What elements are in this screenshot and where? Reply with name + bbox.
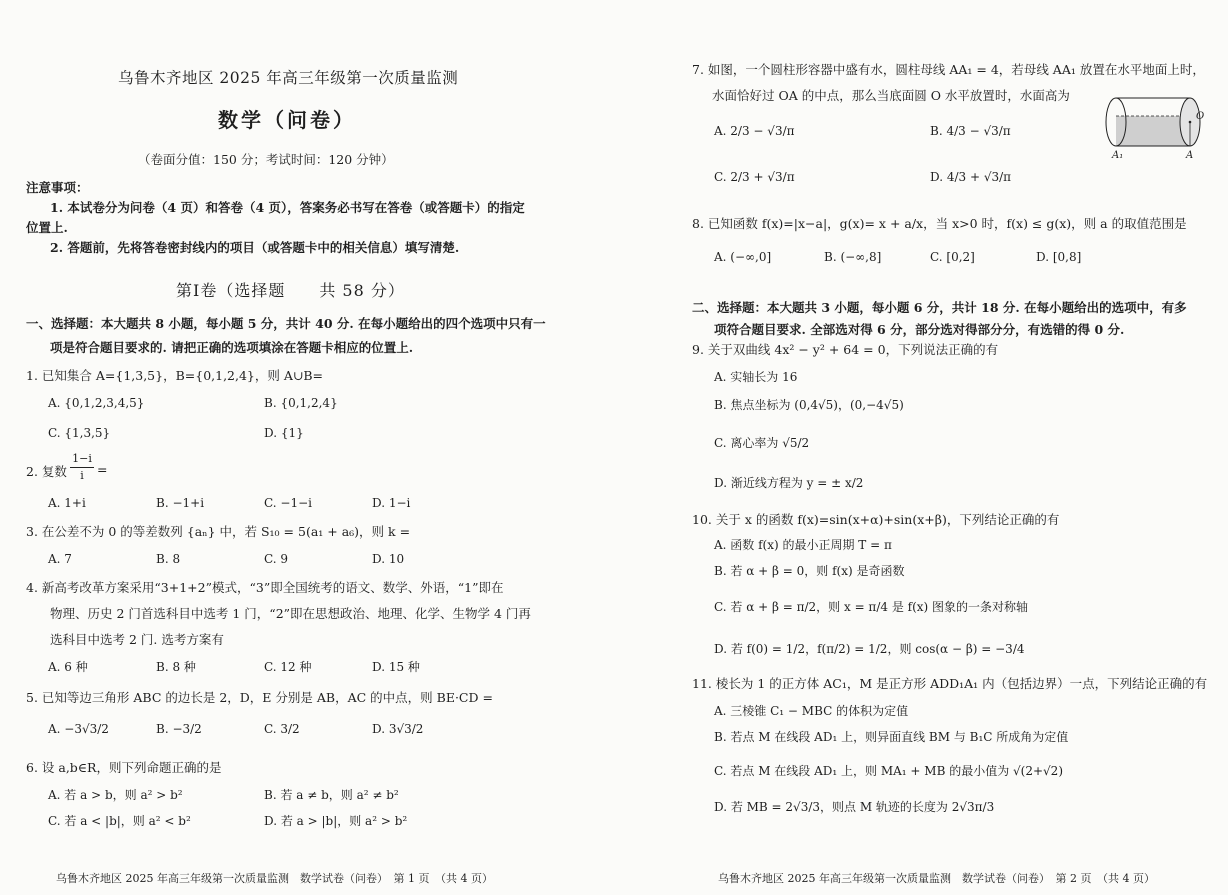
q9-option-b: B. 焦点坐标为 (0,4√5)，(0,−4√5) xyxy=(714,398,904,412)
page-2 xyxy=(614,0,1228,895)
question-11: 11. 棱长为 1 的正方体 AC₁，M 是正方形 ADD₁A₁ 内（包括边界）一点，下列结论正确的有 xyxy=(692,676,1208,691)
page-2-footer: 乌鲁木齐地区 2025 年高三年级第一次质量监测 数学试卷（问卷） 第 2 页 （共 4 页） xyxy=(718,872,1155,885)
q11-option-c: C. 若点 M 在线段 AD₁ 上，则 MA₁ + MB 的最小值为 √(2+√2) xyxy=(714,764,1064,778)
q7-option-a: A. 2/3 − √3/π xyxy=(714,124,795,138)
q8-option-c: C. [0,2] xyxy=(930,250,975,264)
q4-option-b: B. 8 种 xyxy=(156,660,196,674)
notice-1-line-1: 1. 本试卷分为问卷（4 页）和答卷（4 页），答案务必书写在答卷（或答题卡）的指定 xyxy=(50,200,525,215)
notice-2: 2. 答题前，先将答卷密封线内的项目（或答题卡中的相关信息）填写清楚. xyxy=(50,240,460,255)
q10-option-b: B. 若 α + β = 0，则 f(x) 是奇函数 xyxy=(714,564,905,578)
notice-1-line-2: 位置上. xyxy=(26,220,68,235)
question-2-numerator: 1−i xyxy=(72,452,92,465)
part-1-instruction-line-2: 项是符合题目要求的. 请把正确的选项填涂在答题卡相应的位置上. xyxy=(50,340,414,355)
q6-option-d: D. 若 a > |b|，则 a² > b² xyxy=(264,814,408,828)
q2-option-c: C. −1−i xyxy=(264,496,312,510)
q2-option-a: A. 1+i xyxy=(48,496,86,510)
question-2-fraction-bar xyxy=(70,467,94,468)
q11-option-d: D. 若 MB = 2√3/3，则点 M 轨迹的长度为 2√3π/3 xyxy=(714,800,995,814)
q1-option-d: D. {1} xyxy=(264,426,304,440)
q11-option-b: B. 若点 M 在线段 AD₁ 上，则异面直线 BM 与 B₁C 所成角为定值 xyxy=(714,730,1069,744)
q11-option-a: A. 三棱锥 C₁ − MBC 的体积为定值 xyxy=(714,704,909,718)
part-2-instruction-line-2: 项符合题目要求. 全部选对得 6 分，部分选对得部分分，有选错的得 0 分. xyxy=(714,322,1125,337)
q5-option-b: B. −3/2 xyxy=(156,722,202,736)
question-7-line-1: 7. 如图，一个圆柱形容器中盛有水，圆柱母线 AA₁ = 4，若母线 AA₁ 放置在水平地面上时， xyxy=(692,62,1205,77)
page-title: 乌鲁木齐地区 2025 年高三年级第一次质量监测 xyxy=(118,69,459,87)
q8-option-d: D. [0,8] xyxy=(1036,250,1082,264)
q4-option-a: A. 6 种 xyxy=(48,660,88,674)
q10-option-a: A. 函数 f(x) 的最小正周期 T = π xyxy=(714,538,892,552)
question-10: 10. 关于 x 的函数 f(x)=sin(x+α)+sin(x+β)，下列结论正确的有 xyxy=(692,512,1060,527)
q8-option-a: A. (−∞,0] xyxy=(714,250,772,264)
question-2-denominator: i xyxy=(80,469,84,482)
q7-option-c: C. 2/3 + √3/π xyxy=(714,170,795,184)
q10-option-c: C. 若 α + β = π/2，则 x = π/4 是 f(x) 图象的一条对称轴 xyxy=(714,600,1029,614)
question-1: 1. 已知集合 A={1,3,5}，B={0,1,2,4}，则 A∪B= xyxy=(26,368,324,383)
q4-option-c: C. 12 种 xyxy=(264,660,312,674)
notice-header: 注意事项： xyxy=(26,180,89,195)
figure-label-o: O xyxy=(1196,111,1205,122)
part-1-instruction-line-1: 一、选择题：本大题共 8 小题，每小题 5 分，共计 40 分. 在每小题给出的四个选项中只有一 xyxy=(26,316,546,331)
q5-option-d: D. 3√3/2 xyxy=(372,722,424,736)
q6-option-c: C. 若 a < |b|，则 a² < b² xyxy=(48,814,191,828)
q9-option-c: C. 离心率为 √5/2 xyxy=(714,436,810,450)
q6-option-b: B. 若 a ≠ b，则 a² ≠ b² xyxy=(264,788,399,802)
question-4-line-3: 选科目中选考 2 门. 选考方案有 xyxy=(50,632,224,647)
q8-option-b: B. (−∞,8] xyxy=(824,250,882,264)
question-4-line-1: 4. 新高考改革方案采用“3+1+2”模式，“3”即全国统考的语文、数学、外语，“1”即在 xyxy=(26,580,504,595)
q4-option-d: D. 15 种 xyxy=(372,660,420,674)
question-3: 3. 在公差不为 0 的等差数列 {aₙ} 中，若 S₁₀ = 5(a₁ + a₆)，则 k = xyxy=(26,524,411,539)
question-5: 5. 已知等边三角形 ABC 的边长是 2，D，E 分别是 AB，AC 的中点，则 BE·CD = xyxy=(26,690,493,705)
q2-option-b: B. −1+i xyxy=(156,496,205,510)
q10-option-d: D. 若 f(0) = 1/2，f(π/2) = 1/2，则 cos(α − β) = −3/4 xyxy=(714,642,1025,656)
q3-option-a: A. 7 xyxy=(48,552,72,566)
section-title: 第I卷（选择题 共 58 分） xyxy=(176,281,405,300)
q7-option-d: D. 4/3 + √3/π xyxy=(930,170,1012,184)
q2-option-d: D. 1−i xyxy=(372,496,411,510)
question-6: 6. 设 a,b∈R，则下列命题正确的是 xyxy=(26,760,222,775)
q6-option-a: A. 若 a > b，则 a² > b² xyxy=(48,788,183,802)
q9-option-a: A. 实轴长为 16 xyxy=(714,370,798,384)
question-4-line-2: 物理、历史 2 门首选科目中选考 1 门，“2”即在思想政治、地理、化学、生物学 4 门再 xyxy=(50,606,531,621)
figure-label-a: A xyxy=(1186,150,1194,161)
paper-subtitle: 数学（问卷） xyxy=(218,108,356,132)
figure-label-a1: A₁ xyxy=(1112,150,1124,161)
question-2-suffix: = xyxy=(97,462,108,477)
q5-option-a: A. −3√3/2 xyxy=(48,722,109,736)
q1-option-a: A. {0,1,2,3,4,5} xyxy=(48,396,145,410)
q9-option-d: D. 渐近线方程为 y = ± x/2 xyxy=(714,476,864,490)
question-7-line-2: 水面恰好过 OA 的中点，那么当底面圆 O 水平放置时，水面高为 xyxy=(712,88,1070,103)
q3-option-b: B. 8 xyxy=(156,552,181,566)
question-9: 9. 关于双曲线 4x² − y² + 64 = 0，下列说法正确的有 xyxy=(692,342,999,357)
q3-option-d: D. 10 xyxy=(372,552,405,566)
q1-option-b: B. {0,1,2,4} xyxy=(264,396,338,410)
question-2-prefix: 2. 复数 xyxy=(26,464,67,479)
q5-option-c: C. 3/2 xyxy=(264,722,300,736)
q1-option-c: C. {1,3,5} xyxy=(48,426,111,440)
page-1-footer: 乌鲁木齐地区 2025 年高三年级第一次质量监测 数学试卷（问卷） 第 1 页 （共 4 页） xyxy=(56,872,493,885)
q7-option-b: B. 4/3 − √3/π xyxy=(930,124,1011,138)
part-2-instruction-line-1: 二、选择题：本大题共 3 小题，每小题 6 分，共计 18 分. 在每小题给出的选项中，有多 xyxy=(692,300,1187,315)
question-8: 8. 已知函数 f(x)=|x−a|，g(x)= x + a/x，当 x>0 时，f(x) ≤ g(x)，则 a 的取值范围是 xyxy=(692,216,1187,231)
q3-option-c: C. 9 xyxy=(264,552,289,566)
exam-meta: （卷面分值：150 分；考试时间：120 分钟） xyxy=(138,152,394,167)
